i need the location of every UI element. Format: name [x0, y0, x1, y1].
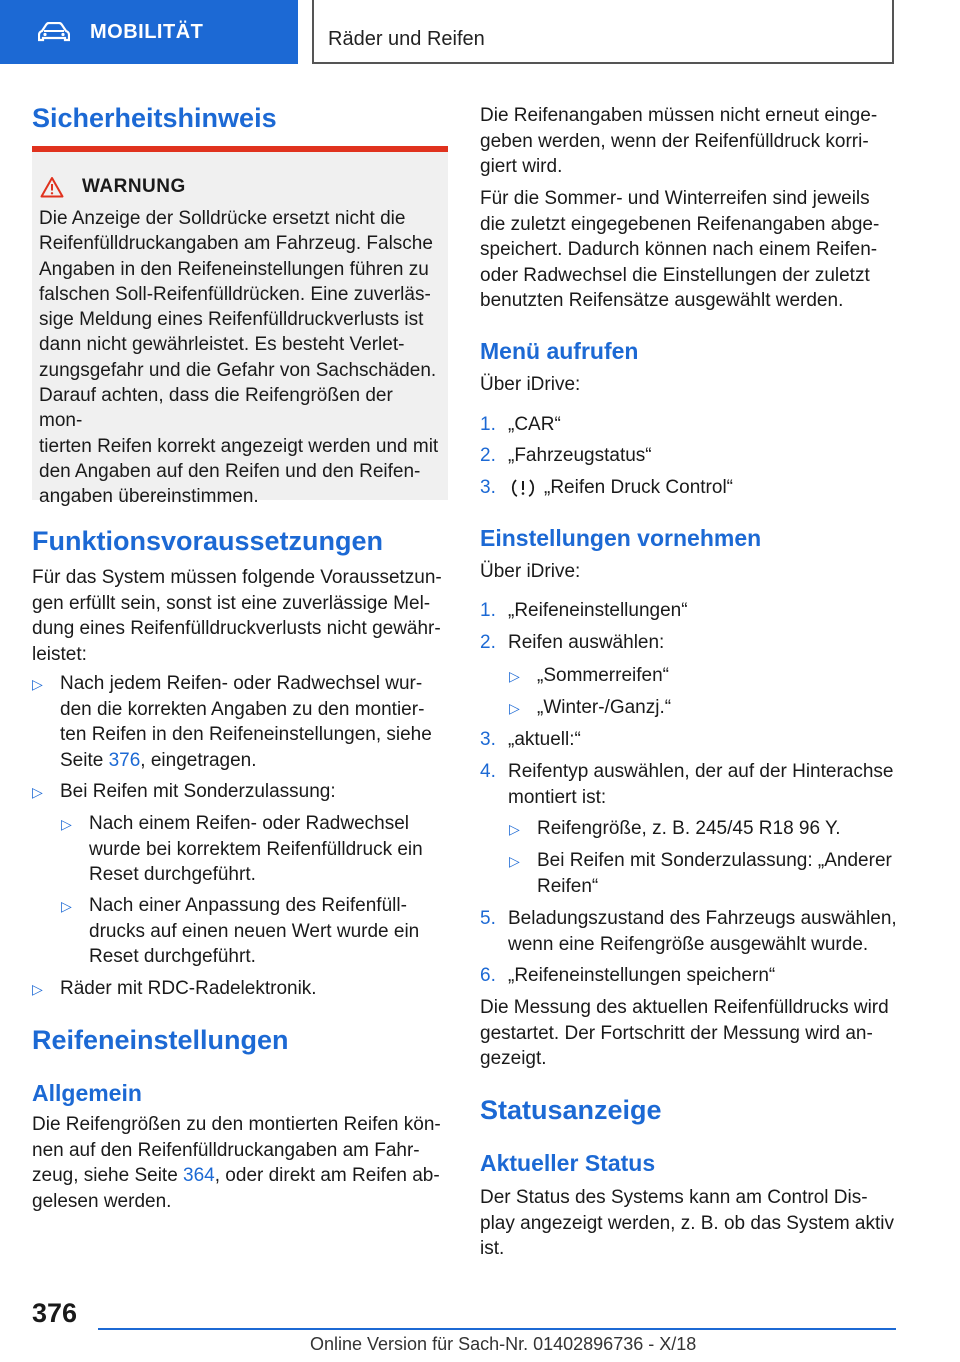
heading-open-menu: Menü aufrufen: [480, 338, 639, 364]
text-line: geben werden, wenn der Reifenfülldruck korri-: [480, 130, 869, 152]
text-line: ten Reifen in den Reifeneinstellungen, siehe: [60, 724, 432, 745]
text-line: sige Meldung eines Reifenfülldruckverlusts ist: [39, 309, 424, 331]
step-number: 5.: [480, 908, 496, 929]
text-span: Seite: [60, 749, 109, 771]
text-line: montiert ist:: [508, 786, 607, 808]
text-line: wenn eine Reifengröße ausgewählt wurde.: [508, 933, 869, 955]
text-line: Reifenfülldruckangaben am Fahrzeug. Falsche: [39, 233, 433, 255]
step-text: „aktuell:“: [508, 729, 581, 750]
heading-function-requirements: Funktionsvoraussetzungen: [32, 526, 384, 556]
text-line: Nach einer Anpassung des Reifenfüll-: [89, 895, 407, 916]
paragraph-no-reentry: [480, 103, 896, 180]
heading-current-status: Aktueller Status: [480, 1150, 656, 1176]
footer-divider: [98, 1328, 896, 1330]
text-line: oder Radwechsel die Einstellungen der zuletzt: [480, 264, 870, 286]
text-line: [32, 1163, 448, 1189]
footer-text: Online Version für Sach-Nr. 01402896736 - X/18: [310, 1334, 697, 1354]
text-line: gestartet. Der Fortschritt der Messung wird an-: [480, 1022, 873, 1044]
text-line: play angezeigt werden, z. B. ob das System aktiv: [480, 1212, 894, 1234]
text-line: Für das System müssen folgende Voraussetzun-: [32, 567, 442, 588]
text-line: wurde bei korrektem Reifenfülldruck ein: [89, 838, 423, 860]
text-line: Bei Reifen mit Sonderzulassung: „Anderer: [537, 850, 892, 871]
text-line: den Angaben auf den Reifen und den Reifen-: [39, 460, 421, 482]
bullet-triangle-icon: ▷: [509, 853, 520, 869]
bullet-triangle-icon: ▷: [61, 898, 72, 914]
heading-tire-settings: Reifeneinstellungen: [32, 1025, 289, 1055]
text-line: gezeigt.: [480, 1048, 547, 1069]
list-item: [480, 443, 652, 469]
via-idrive-label: Über iDrive:: [480, 561, 581, 582]
measurement-paragraph: [480, 995, 900, 1072]
text-line: leistet:: [32, 643, 87, 665]
section-label: MOBILITÄT: [90, 20, 204, 43]
text-line: nen auf den Reifenfülldruckangaben am Fahr-: [32, 1139, 420, 1161]
text-line: Beladungszustand des Fahrzeugs auswählen,: [508, 908, 897, 929]
heading-make-settings: Einstellungen vornehmen: [480, 525, 762, 551]
section-tab[interactable]: [0, 0, 298, 64]
warning-triangle-icon: [40, 176, 64, 198]
status-paragraph: [480, 1185, 900, 1262]
menu-step-tire-pressure-control: „Reifen Druck Control“: [544, 477, 733, 498]
warning-box: [32, 146, 448, 508]
text-line: giert wird.: [480, 156, 563, 177]
page-link-364[interactable]: 364: [183, 1165, 215, 1186]
warning-title: WARNUNG: [82, 176, 186, 197]
step-number: 3.: [480, 477, 496, 498]
list-item: [509, 695, 671, 722]
text-line: Die Anzeige der Solldrücke ersetzt nicht die: [39, 208, 406, 229]
text-line: Reset durchgeführt.: [89, 946, 256, 967]
page-link-376[interactable]: 376: [108, 749, 141, 771]
step-number: 1.: [480, 600, 496, 621]
step-text: „Reifeneinstellungen“: [508, 600, 688, 621]
text-line: benutzten Reifensätze ausgewählt werden.: [480, 290, 844, 311]
bullet-triangle-icon: ▷: [509, 821, 520, 837]
text-line: Reifengröße, z. B. 245/45 R18 96 Y.: [537, 818, 841, 839]
page-number: 376: [32, 1298, 78, 1328]
general-text: [32, 1112, 448, 1214]
text-line: die zuletzt eingegebenen Reifenangaben abge-: [480, 213, 880, 235]
option-winter-tires: „Winter-/Ganzj.“: [537, 697, 672, 718]
text-line: Die Reifenangaben müssen nicht erneut einge-: [480, 105, 878, 126]
text-line: [60, 748, 432, 774]
text-line: gelesen werden.: [32, 1190, 172, 1212]
list-item: [480, 759, 896, 810]
list-item: [480, 412, 561, 438]
list-item: [509, 816, 896, 843]
step-number: 2.: [480, 632, 496, 653]
bullet-triangle-icon: ▷: [61, 816, 72, 832]
list-item: [480, 727, 581, 753]
text-line: gen erfüllt sein, sonst ist eine zuverlässige Mel-: [32, 592, 431, 614]
step-number: 4.: [480, 761, 496, 782]
page-header: [0, 0, 960, 66]
heading-general: Allgemein: [32, 1080, 142, 1106]
list-item: [61, 811, 448, 888]
step-text: Reifen auswählen:: [508, 632, 665, 653]
list-item: [480, 598, 688, 624]
paragraph-saved-settings: [480, 186, 896, 314]
text-line: Die Messung des aktuellen Reifenfülldrucks wird: [480, 997, 889, 1018]
step-number: 3.: [480, 729, 496, 750]
via-idrive-label: Über iDrive:: [480, 374, 581, 395]
text-line: Die Reifengrößen zu den montierten Reifen kön-: [32, 1114, 441, 1135]
bullet-triangle-icon: ▷: [509, 668, 520, 684]
text-line: dann nicht gewährleistet. Es besteht Verlet-: [39, 334, 405, 356]
list-item: [32, 671, 448, 773]
text-span: zeug, siehe Seite: [32, 1165, 184, 1186]
list-item: [480, 906, 899, 957]
step-number: 6.: [480, 965, 496, 986]
list-item: [509, 663, 669, 690]
car-icon: [38, 22, 70, 42]
text-span: , eingetragen.: [140, 749, 257, 771]
text-line: Nach einem Reifen- oder Radwechsel: [89, 813, 409, 834]
list-item: [480, 963, 775, 989]
text-line: drucks auf einen neuen Wert wurde ein: [89, 920, 420, 942]
text-line: angaben übereinstimmen.: [39, 486, 259, 508]
text-span: , oder direkt am Reifen ab-: [214, 1165, 440, 1186]
bullet-triangle-icon: ▷: [32, 784, 43, 800]
text-line: ist.: [480, 1238, 505, 1259]
text-line: falschen Soll-Reifenfülldrücken. Eine zuverläs-: [39, 283, 431, 305]
text-line: Bei Reifen mit Sonderzulassung:: [60, 781, 336, 802]
text-line: Für die Sommer- und Winterreifen sind jeweils: [480, 188, 870, 209]
function-intro: [32, 565, 448, 667]
text-line: Angaben in den Reifeneinstellungen führen zu: [39, 258, 429, 280]
text-line: Reset durchgeführt.: [89, 864, 256, 885]
list-item: [480, 475, 733, 501]
tire-pressure-warning-icon: [510, 477, 536, 499]
heading-status-display: Statusanzeige: [480, 1095, 662, 1125]
text-line: dung eines Reifenfülldruckverlusts nicht gewähr-: [32, 618, 441, 639]
text-line: tierten Reifen korrekt angezeigt werden und mit: [39, 435, 439, 457]
bullet-triangle-icon: ▷: [32, 981, 43, 997]
list-item: [32, 779, 448, 806]
list-item: [32, 976, 448, 1003]
text-line: Reifen“: [537, 875, 599, 897]
bullet-triangle-icon: ▷: [32, 676, 43, 692]
step-number: 2.: [480, 445, 496, 466]
chapter-title-box: [312, 0, 894, 64]
bullet-triangle-icon: ▷: [509, 700, 520, 716]
step-number: 1.: [480, 414, 496, 435]
chapter-title: Räder und Reifen: [328, 28, 485, 50]
text-line: speichert. Dadurch können nach einem Reifen-: [480, 239, 878, 260]
list-item: [509, 848, 899, 899]
menu-step-car: „CAR“: [508, 414, 561, 435]
text-line: Reifentyp auswählen, der auf der Hinterachse: [508, 761, 894, 782]
list-item: [480, 630, 664, 656]
heading-safety: Sicherheitshinweis: [32, 103, 277, 133]
text-line: Der Status des Systems kann am Control Dis-: [480, 1187, 868, 1208]
list-item: [61, 893, 448, 970]
text-line: Räder mit RDC-Radelektronik.: [60, 978, 317, 999]
option-summer-tires: „Sommerreifen“: [537, 665, 669, 686]
text-line: den die korrekten Angaben zu den montier-: [60, 698, 425, 720]
text-line: Darauf achten, dass die Reifengrößen der mon-: [39, 385, 393, 432]
warning-text: [39, 206, 441, 510]
text-line: Nach jedem Reifen- oder Radwechsel wur-: [60, 673, 423, 694]
step-text: „Reifeneinstellungen speichern“: [508, 965, 776, 986]
menu-step-vehicle-status: „Fahrzeugstatus“: [508, 445, 652, 466]
text-line: zungsgefahr und die Gefahr von Sachschäden.: [39, 359, 437, 381]
